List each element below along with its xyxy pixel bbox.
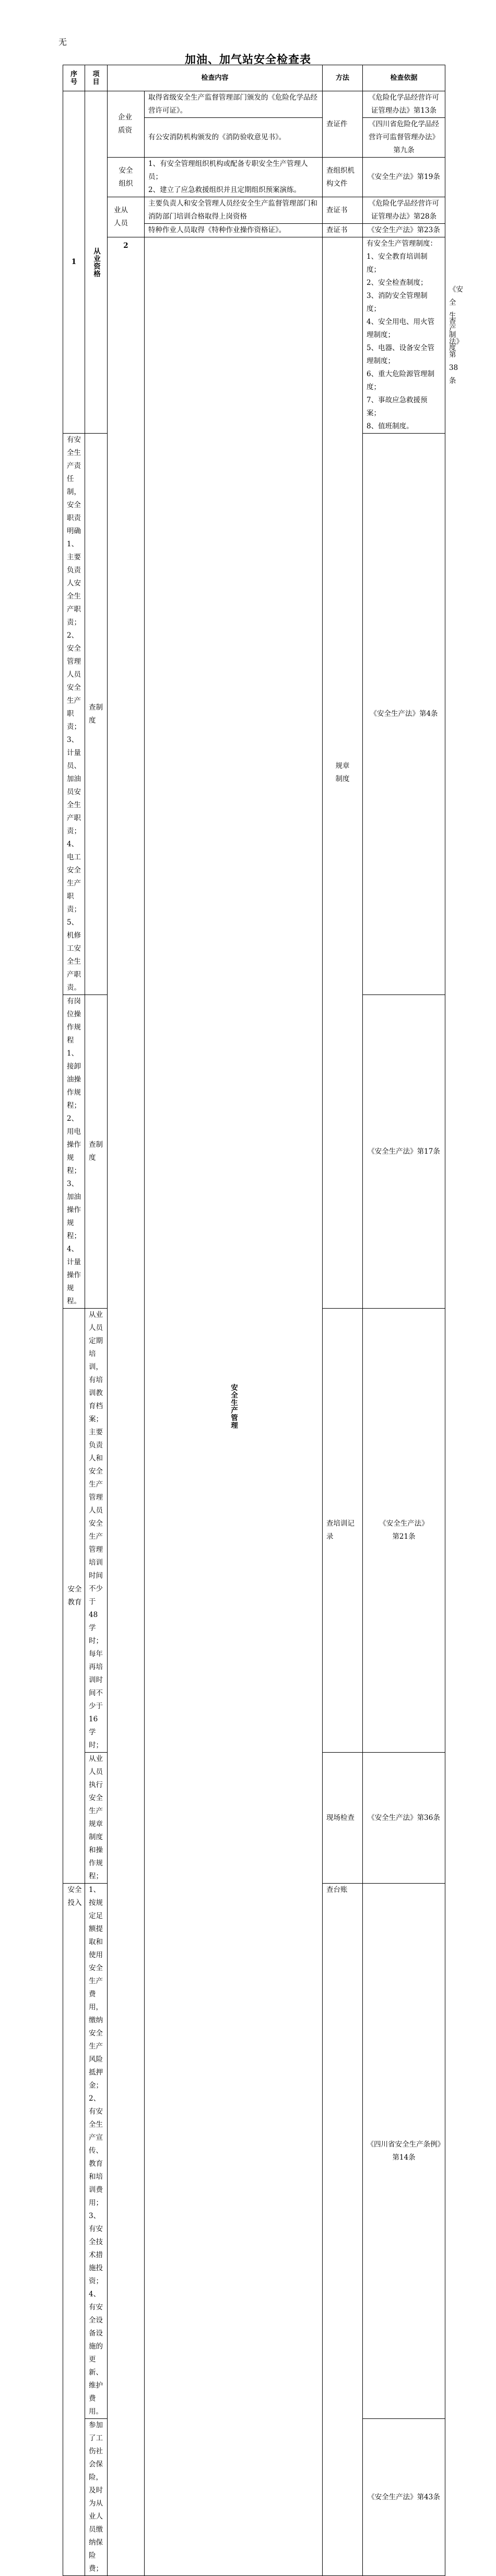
check-basis: 《安全生产法》第36条 xyxy=(363,1753,445,1884)
sub-category: 企业质资 xyxy=(108,91,145,158)
sub-category: 业从人员 xyxy=(108,197,145,237)
check-content: 取得省级安全生产监督管理部门颁发的《危险化学品经营许可证》。 xyxy=(145,91,323,118)
inspection-table xyxy=(63,65,464,2576)
sub-category: 安全组织 xyxy=(108,158,145,197)
table-row xyxy=(63,91,445,118)
check-content: 从业人员定期培训，有培训教育档案；主要负责人和安全生产管理人员安全生产管理培训时间不少于48学时；每年再培训时间不少于16学时； xyxy=(85,1309,108,1753)
sub-category: 安全教育 xyxy=(63,1309,85,1884)
check-method: 查制度 xyxy=(85,434,108,995)
check-basis: 《安全生产法》第43条 xyxy=(363,2419,445,2576)
check-method: 现场检查 xyxy=(323,1753,363,1884)
check-basis: 《安全生产法》第17条 xyxy=(363,995,445,1309)
header-item: 项目 xyxy=(85,65,108,91)
check-method: 查证书 xyxy=(323,224,363,237)
page-title: 加油、加气站安全检查表 xyxy=(185,53,311,66)
table-row: 2 安全生产管理 规章制度 有安全生产管理制度： 1、安全教育培训制度； 2、安全检查制度； 3、消防安全管理制度； 4、安全用电、用火管理制度； 5、电器、设备安全管理制度； 6、重大危险源管理制度； 7、事故应急救援预案； 8、值班制度。 查制度 《安全生产法》第38条 xyxy=(63,237,445,434)
header-seq: 序号 xyxy=(63,65,85,91)
check-content: 有公安消防机构颁发的《消防验收意见书》。 xyxy=(145,118,323,158)
check-content: 1、按规定足额提取和使用安全生产费用，缴纳安全生产风险抵押金； 2、有安全生产宣传、教育和培训费用； 3、有安全技术措施投资； 4、有安全设备设施的更新、维护费用。 xyxy=(85,1884,108,2419)
check-basis: 《危险化学品经营许可证管理办法》第28条 xyxy=(363,197,445,224)
check-content: 1、有安全管理组织机构或配备专职安全生产管理人员； 2、建立了应急救援组织并且定期组织预案演练。 xyxy=(145,158,323,197)
check-content: 参加了工伤社会保险，及时为从业人员缴纳保险费； xyxy=(85,2419,108,2576)
check-content: 特种作业人员取得《特种作业操作资格证》。 xyxy=(145,224,323,237)
header-content: 检查内容 xyxy=(108,65,323,91)
check-basis: 《安全生产法》 第21条 xyxy=(363,1309,445,1753)
check-method: 查制度 xyxy=(85,995,108,1309)
corner-mark: 无 xyxy=(58,37,67,47)
check-basis: 《安全生产法》第23条 xyxy=(363,224,445,237)
check-content: 有安全生产管理制度： 1、安全教育培训制度； 2、安全检查制度； 3、消防安全管理制度； 4、安全用电、用火管理制度； 5、电器、设备安全管理制度； 6、重大危险源管理制度； 7、事故应急救援预案； 8、值班制度。 xyxy=(363,237,445,434)
check-content: 主要负责人和安全管理人员经安全生产监督管理部门和消防部门培训合格取得上岗资格 xyxy=(145,197,323,224)
sub-category: 安全投入 xyxy=(63,1884,85,2576)
check-basis: 《四川省安全生产条例》第14条 xyxy=(363,1884,445,2419)
table-row xyxy=(63,197,445,224)
table-row xyxy=(63,158,445,197)
sub-category: 规章制度 xyxy=(323,237,363,1309)
section-seq: 2 xyxy=(108,237,145,2576)
header-basis: 检查依据 xyxy=(363,65,445,91)
header-row xyxy=(63,65,445,91)
check-content: 从业人员执行安全生产规章制度和操作规程； xyxy=(85,1753,108,1884)
section-item: 从业资格 xyxy=(85,91,108,434)
section-seq: 1 xyxy=(63,91,85,434)
check-basis: 《危险化学品经营许可证管理办法》第13条 xyxy=(363,91,445,118)
section-item: 安全生产管理 xyxy=(145,237,323,2576)
check-method: 查证书 xyxy=(323,197,363,224)
header-method: 方法 xyxy=(323,65,363,91)
check-basis: 《安全生产法》第19条 xyxy=(363,158,445,197)
check-content: 有安全生产责任制，安全职责明确 1、主要负责人安全生产职责； 2、安全管理人员安全生产职责； 3、计量员、加油员安全生产职责； 4、电工安全生产职责； 5、机修工安全生产职责。 xyxy=(63,434,85,995)
check-basis: 《四川省危险化学品经营许可监督管理办法》第九条 xyxy=(363,118,445,158)
check-method: 查组织机构文件 xyxy=(323,158,363,197)
check-basis: 《安全生产法》第4条 xyxy=(363,434,445,995)
check-method: 查台账 xyxy=(323,1884,363,2576)
check-content: 有岗位操作规程 1、接卸油操作规程； 2、用电操作规程； 3、加油操作规程； 4、计量操作规程。 xyxy=(63,995,85,1309)
check-method: 查培训记录 xyxy=(323,1309,363,1753)
check-method: 查证件 xyxy=(323,91,363,158)
